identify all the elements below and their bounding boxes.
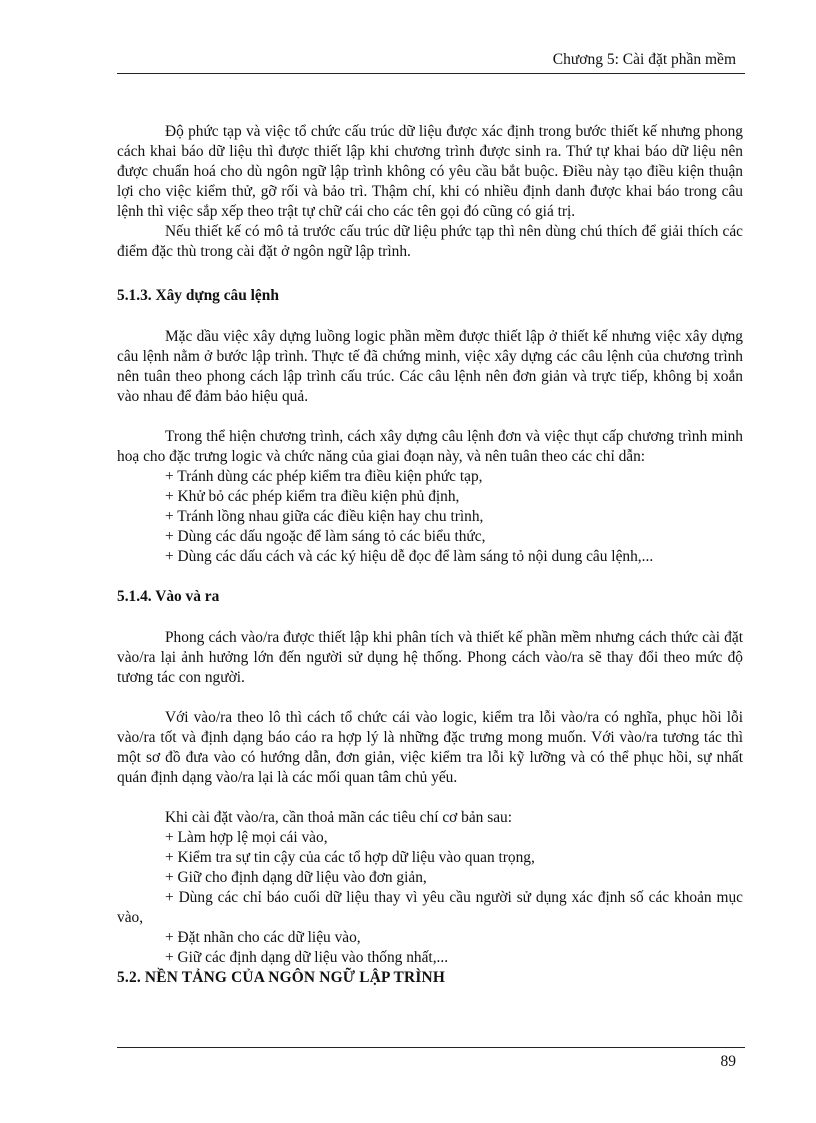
header-rule (117, 73, 745, 74)
paragraph: Độ phức tạp và việc tổ chức cấu trúc dữ liệu được xác định trong bước thiết kế nhưng phong cách khai báo dữ liệu thì được thiết lập khi chương trình được sinh ra. Thứ tự khai báo dữ liệu nên được chuẩn hoá cho dù ngôn ngữ lập trình không có yêu cầu bắt buộc. Điều này tạo điều kiện thuận lợi cho việc kiểm thử, gỡ rối và bảo trì. Thậm chí, khi có nhiều định danh được khai báo trong câu lệnh thì việc sắp xếp theo trật tự chữ cái cho các tên gọi đó cũng có giá trị. (117, 123, 743, 220)
list-item: + Làm hợp lệ mọi cái vào, (165, 829, 328, 846)
paragraph: Với vào/ra theo lô thì cách tổ chức cái vào logic, kiểm tra lỗi vào/ra có nghĩa, phục hồi lỗi vào/ra tốt và định dạng báo cáo ra hợp lý là những đặc trưng mong muốn. Với vào/ra tương tác thì một sơ đồ đưa vào có hướng dẫn, đơn giản, việc kiểm tra lỗi kỹ lưỡng và có thể phục hồi, sự nhất quán định dạng vào/ra lại là các mối quan tâm chủ yếu. (117, 709, 743, 786)
list-item: + Kiểm tra sự tin cậy của các tổ hợp dữ liệu vào quan trọng, (165, 849, 535, 866)
list-item: + Tránh lồng nhau giữa các điều kiện hay chu trình, (165, 508, 484, 525)
list-item: + Dùng các dấu cách và các ký hiệu dễ đọc để làm sáng tỏ nội dung câu lệnh,... (165, 548, 654, 565)
page-number: 89 (720, 1053, 736, 1070)
list-item: + Tránh dùng các phép kiểm tra điều kiện phức tạp, (165, 468, 483, 485)
paragraph: Khi cài đặt vào/ra, cần thoả mãn các tiêu chí cơ bản sau: (165, 809, 513, 826)
paragraph: Mặc dầu việc xây dựng luồng logic phần mềm được thiết lập ở thiết kế nhưng việc xây dựng câu lệnh nằm ở bước lập trình. Thực tế đã chứng minh, việc xây dựng các câu lệnh của chương trình nên tuân theo phong cách lập trình cấu trúc. Các câu lệnh nên đơn giản và trực tiếp, không bị xoắn vào nhau để đảm bảo hiệu quả. (117, 328, 743, 405)
section-heading: 5.1.4. Vào và ra (117, 588, 220, 605)
page-body (117, 122, 743, 988)
chapter-section-heading: 5.2. NỀN TẢNG CỦA NGÔN NGỮ LẬP TRÌNH (117, 969, 446, 986)
list-item: + Dùng các dấu ngoặc để làm sáng tỏ các biểu thức, (165, 528, 486, 545)
paragraph: Phong cách vào/ra được thiết lập khi phân tích và thiết kế phần mềm nhưng cách thức cài đặt vào/ra lại ảnh hưởng lớn đến người sử dụng hệ thống. Phong cách vào/ra sẽ thay đổi theo mức độ tương tác con người. (117, 629, 743, 686)
list-item: + Khử bỏ các phép kiểm tra điều kiện phủ định, (165, 488, 460, 505)
list-item: + Dùng các chỉ báo cuối dữ liệu thay vì yêu cầu người sử dụng xác định số các khoản mục vào, (117, 889, 743, 926)
list-item: + Giữ cho định dạng dữ liệu vào đơn giản, (165, 869, 427, 886)
paragraph: Nếu thiết kế có mô tả trước cấu trúc dữ liệu phức tạp thì nên dùng chú thích để giải thích các điểm đặc thù trong cài đặt ở ngôn ngữ lập trình. (117, 223, 743, 260)
running-header: Chương 5: Cài đặt phần mềm (552, 51, 736, 68)
footer-rule (117, 1047, 745, 1048)
paragraph: Trong thể hiện chương trình, cách xây dựng câu lệnh đơn và việc thụt cấp chương trình minh hoạ cho đặc trưng logic và chức năng của giai đoạn này, và nên tuân theo các chỉ dẫn: (117, 428, 743, 465)
list-item: + Đặt nhãn cho các dữ liệu vào, (165, 929, 361, 946)
list-item: + Giữ các định dạng dữ liệu vào thống nhất,... (165, 949, 449, 966)
section-heading: 5.1.3. Xây dựng câu lệnh (117, 287, 279, 304)
